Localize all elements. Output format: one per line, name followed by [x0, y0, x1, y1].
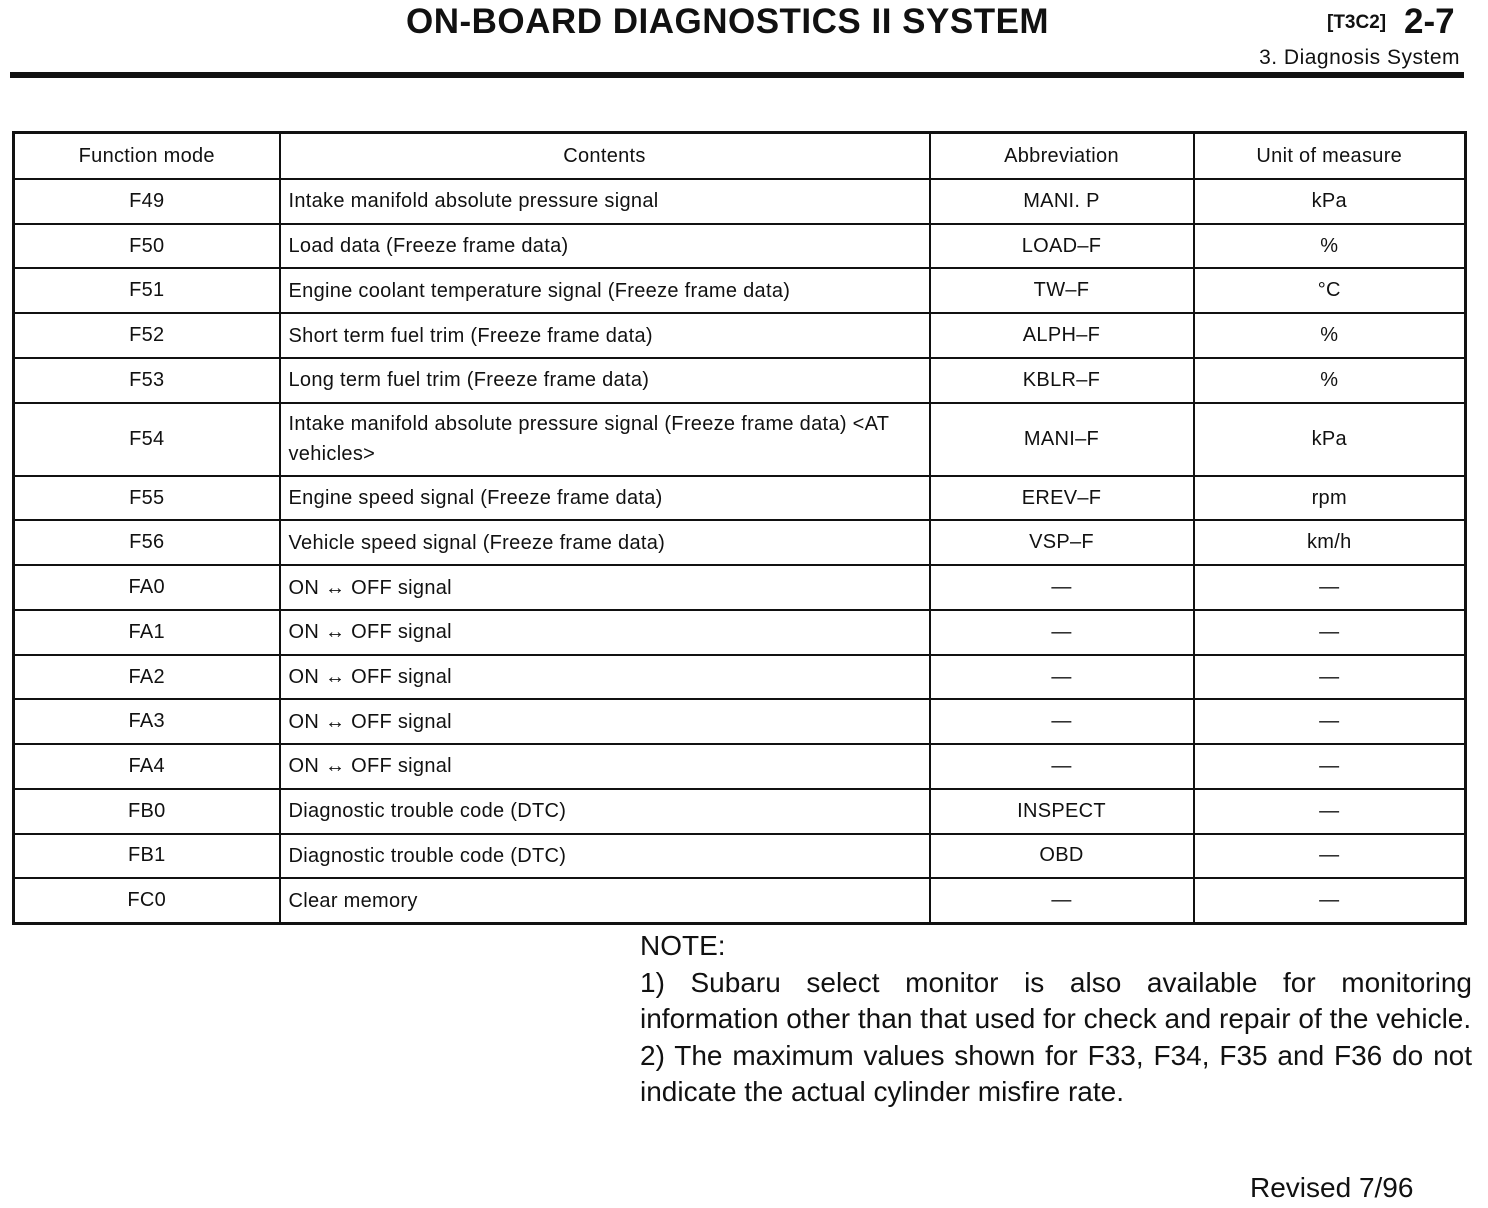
- table-row: [14, 878, 1466, 923]
- column-header-contents: Contents: [280, 133, 930, 180]
- unit-cell: —: [1194, 655, 1466, 700]
- abbreviation-cell: —: [930, 610, 1194, 655]
- table-row: [14, 565, 1466, 610]
- unit-cell: %: [1194, 358, 1466, 403]
- contents-cell: Vehicle speed signal (Freeze frame data): [280, 520, 930, 565]
- contents-cell: ON ↔ OFF signal: [280, 655, 930, 700]
- contents-cell: Engine speed signal (Freeze frame data): [280, 476, 930, 521]
- table-row: [14, 834, 1466, 879]
- unit-cell: —: [1194, 878, 1466, 923]
- contents-cell: ON ↔ OFF signal: [280, 565, 930, 610]
- unit-cell: —: [1194, 699, 1466, 744]
- function-mode-cell: FB1: [14, 834, 280, 879]
- abbreviation-cell: MANI. P: [930, 179, 1194, 224]
- function-mode-cell: FA0: [14, 565, 280, 610]
- table-row: [14, 655, 1466, 700]
- unit-cell: %: [1194, 313, 1466, 358]
- table-header-row: [14, 133, 1466, 180]
- table-row: [14, 744, 1466, 789]
- contents-cell: ON ↔ OFF signal: [280, 744, 930, 789]
- unit-cell: km/h: [1194, 520, 1466, 565]
- abbreviation-cell: MANI–F: [930, 403, 1194, 476]
- function-mode-cell: F49: [14, 179, 280, 224]
- table-row: [14, 789, 1466, 834]
- unit-cell: kPa: [1194, 403, 1466, 476]
- note-item-2: 2) The maximum values shown for F33, F34, F35 and F36 do not indicate the actual cylinder misfire rate.: [640, 1039, 1472, 1107]
- contents-cell: ON ↔ OFF signal: [280, 699, 930, 744]
- unit-cell: %: [1194, 224, 1466, 269]
- function-mode-table: [12, 131, 1467, 925]
- contents-cell: Diagnostic trouble code (DTC): [280, 834, 930, 879]
- function-mode-cell: F53: [14, 358, 280, 403]
- abbreviation-cell: —: [930, 878, 1194, 923]
- abbreviation-cell: —: [930, 744, 1194, 789]
- note-label: NOTE:: [640, 930, 726, 961]
- revision-date: Revised 7/96: [1250, 1172, 1414, 1203]
- contents-cell: Diagnostic trouble code (DTC): [280, 789, 930, 834]
- page-number: 2-7: [1404, 2, 1455, 41]
- unit-cell: kPa: [1194, 179, 1466, 224]
- table-row: [14, 476, 1466, 521]
- table-row: [14, 520, 1466, 565]
- unit-cell: —: [1194, 834, 1466, 879]
- contents-cell: ON ↔ OFF signal: [280, 610, 930, 655]
- table-row: [14, 268, 1466, 313]
- function-mode-cell: F55: [14, 476, 280, 521]
- table-body: [14, 179, 1466, 924]
- section-name: 3. Diagnosis System: [1259, 46, 1460, 69]
- unit-cell: —: [1194, 610, 1466, 655]
- function-mode-cell: FC0: [14, 878, 280, 923]
- column-header-function-mode: Function mode: [14, 133, 280, 180]
- contents-cell: Intake manifold absolute pressure signal (Freeze frame data) <AT vehicles>: [280, 403, 930, 476]
- contents-cell: Clear memory: [280, 878, 930, 923]
- function-mode-cell: FA3: [14, 699, 280, 744]
- table-row: [14, 179, 1466, 224]
- page-title: ON-BOARD DIAGNOSTICS II SYSTEM: [406, 2, 1050, 41]
- table-row: [14, 403, 1466, 476]
- function-mode-cell: FA2: [14, 655, 280, 700]
- function-mode-cell: F51: [14, 268, 280, 313]
- abbreviation-cell: ALPH–F: [930, 313, 1194, 358]
- unit-cell: rpm: [1194, 476, 1466, 521]
- abbreviation-cell: LOAD–F: [930, 224, 1194, 269]
- function-mode-cell: F54: [14, 403, 280, 476]
- function-mode-cell: FA4: [14, 744, 280, 789]
- contents-cell: Long term fuel trim (Freeze frame data): [280, 358, 930, 403]
- function-mode-cell: F50: [14, 224, 280, 269]
- table-row: [14, 358, 1466, 403]
- abbreviation-cell: INSPECT: [930, 789, 1194, 834]
- note-block: [640, 928, 1472, 1111]
- column-header-unit: Unit of measure: [1194, 133, 1466, 180]
- function-mode-cell: FB0: [14, 789, 280, 834]
- abbreviation-cell: TW–F: [930, 268, 1194, 313]
- abbreviation-cell: —: [930, 699, 1194, 744]
- table-row: [14, 224, 1466, 269]
- abbreviation-cell: KBLR–F: [930, 358, 1194, 403]
- table-row: [14, 313, 1466, 358]
- column-header-abbreviation: Abbreviation: [930, 133, 1194, 180]
- function-mode-cell: F52: [14, 313, 280, 358]
- contents-cell: Engine coolant temperature signal (Freeze frame data): [280, 268, 930, 313]
- abbreviation-cell: —: [930, 565, 1194, 610]
- unit-cell: —: [1194, 744, 1466, 789]
- contents-cell: Intake manifold absolute pressure signal: [280, 179, 930, 224]
- abbreviation-cell: VSP–F: [930, 520, 1194, 565]
- contents-cell: Short term fuel trim (Freeze frame data): [280, 313, 930, 358]
- function-mode-cell: F56: [14, 520, 280, 565]
- abbreviation-cell: OBD: [930, 834, 1194, 879]
- section-code: [T3C2]: [1327, 12, 1387, 33]
- table-row: [14, 699, 1466, 744]
- function-mode-cell: FA1: [14, 610, 280, 655]
- contents-cell: Load data (Freeze frame data): [280, 224, 930, 269]
- abbreviation-cell: EREV–F: [930, 476, 1194, 521]
- unit-cell: —: [1194, 565, 1466, 610]
- table-row: [14, 610, 1466, 655]
- note-item-1: 1) Subaru select monitor is also available for monitoring information other than that used for check and repair of the vehicle.: [640, 966, 1472, 1034]
- abbreviation-cell: —: [930, 655, 1194, 700]
- unit-cell: °C: [1194, 268, 1466, 313]
- unit-cell: —: [1194, 789, 1466, 834]
- header-divider: [10, 72, 1464, 78]
